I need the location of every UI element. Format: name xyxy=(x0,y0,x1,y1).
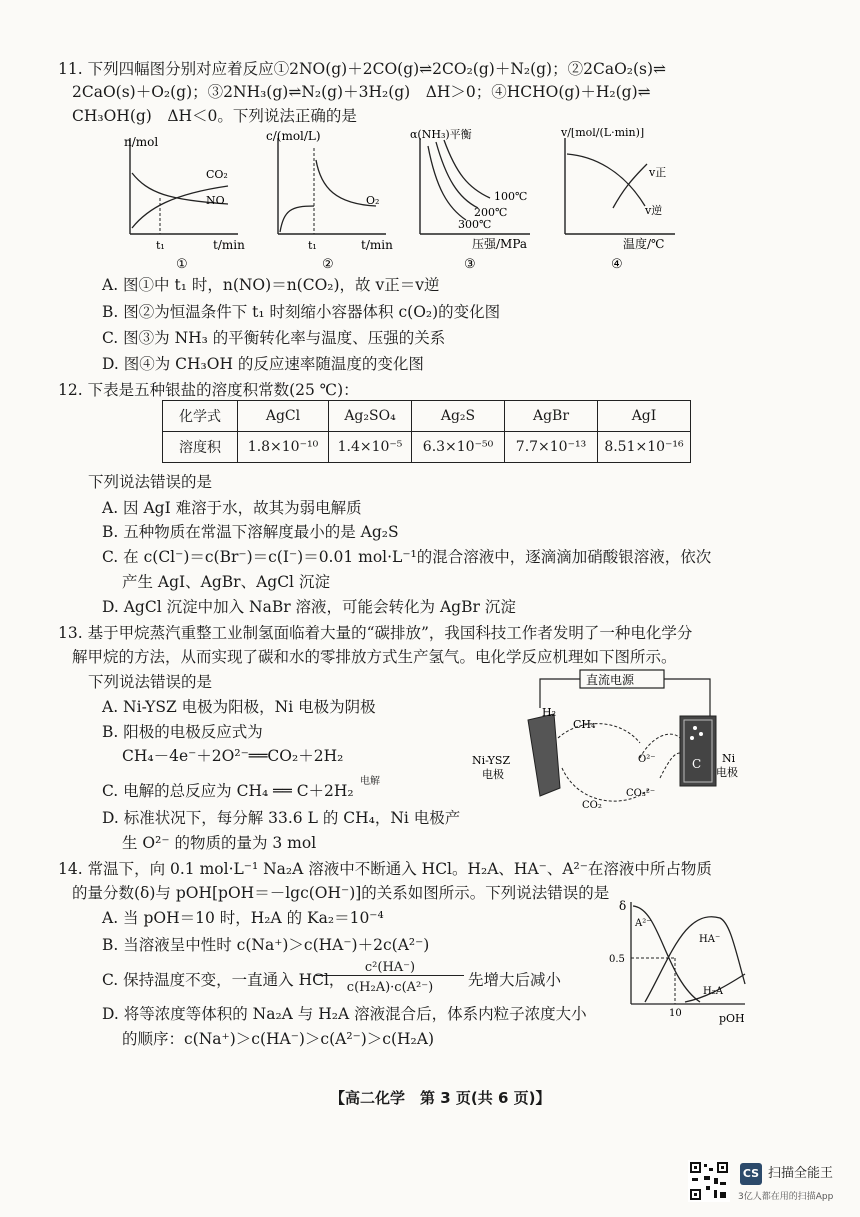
q12-ask: 下列说法错误的是 xyxy=(88,473,213,491)
g3-100: 100℃ xyxy=(494,190,528,203)
g4-vzheng: v正 xyxy=(649,166,667,179)
x-tick-label: 10 xyxy=(669,1008,682,1019)
q12-option-c-line2: 产生 AgI、AgBr、AgCl 沉淀 xyxy=(122,573,330,591)
electrolysis-diagram xyxy=(470,668,740,828)
q13-option-a: A. Ni-YSZ 电极为阳极，Ni 电极为阴极 xyxy=(102,698,376,716)
g2-o2: O₂ xyxy=(366,194,380,207)
q13-option-b-line2: CH₄－4e⁻＋2O²⁻══CO₂＋2H₂ xyxy=(122,747,344,765)
q13-option-b-line1: B. 阳极的电极反应式为 xyxy=(102,723,263,741)
left-electrode-label2: 电极 xyxy=(482,768,504,781)
g3-num: ③ xyxy=(464,257,476,272)
q11-option-c: C. 图③为 NH₃ 的平衡转化率与温度、压强的关系 xyxy=(102,329,446,347)
q12-stem: 12. 下表是五种银盐的溶度积常数(25 ℃)： xyxy=(58,381,359,399)
q13-stem-line2: 解甲烷的方法，从而实现了碳和水的零排放方式生产氢气。电化学反应机理如下图所示。 xyxy=(72,648,677,666)
ksp-cell: 溶度积 xyxy=(163,432,238,463)
q13-option-c: C. 电解的总反应为 CH₄ ══ C＋2H₂ xyxy=(102,782,354,800)
q13-ask: 下列说法错误的是 xyxy=(88,673,213,691)
ksp-header-row xyxy=(163,401,691,432)
series-h2a-label: H₂A xyxy=(703,986,723,997)
ksp-cell: 1.8×10⁻¹⁰ xyxy=(238,432,329,463)
q11-option-b: B. 图②为恒温条件下 t₁ 时刻缩小容器体积 c(O₂)的变化图 xyxy=(102,303,501,321)
q12-option-a: A. 因 AgI 难溶于水，故其为弱电解质 xyxy=(102,499,362,517)
q11-graph-4 xyxy=(560,128,675,272)
g1-ylabel: n/mol xyxy=(124,135,159,149)
ksp-header: Ag₂SO₄ xyxy=(329,401,412,432)
q12-option-b: B. 五种物质在常温下溶解度最小的是 Ag₂S xyxy=(102,523,399,541)
h2-label: H₂ xyxy=(542,706,557,719)
series-ha-label: HA⁻ xyxy=(699,934,721,945)
power-label: 直流电源 xyxy=(586,673,635,687)
q14-fraction-denominator: c(H₂A)·c(A²⁻) xyxy=(346,980,434,995)
g1-xlabel: t/min xyxy=(213,238,245,252)
y-tick-label: 0.5 xyxy=(609,954,625,965)
right-electrode-label1: Ni xyxy=(722,752,736,765)
q13-stem-line1: 13. 基于甲烷蒸汽重整工业制氢面临着大量的“碳排放”，我国科技工作者发明了一种电化学分 xyxy=(58,624,693,642)
q11-graph-2 xyxy=(266,129,393,272)
q14-stem-line2: 的量分数(δ)与 pOH[pOH＝－lgc(OH⁻)]的关系如图所示。下列说法错误的是 xyxy=(72,884,610,902)
q14-stem-line1: 14. 常温下，向 0.1 mol·L⁻¹ Na₂A 溶液中不断通入 HCl。H₂A、HA⁻、A²⁻在溶液中所占物质 xyxy=(58,860,712,878)
y-axis-label: δ xyxy=(619,899,627,913)
right-electrode-label2: 电极 xyxy=(716,766,738,779)
series-ha-line xyxy=(645,917,745,1002)
ksp-cell: 6.3×10⁻⁵⁰ xyxy=(412,432,505,463)
q11-option-d: D. 图④为 CH₃OH 的反应速率随温度的变化图 xyxy=(102,355,424,373)
ksp-table xyxy=(162,400,691,463)
q14-option-b: B. 当溶液呈中性时 c(Na⁺)＞c(HA⁻)＋2c(A²⁻) xyxy=(102,936,430,954)
q11-stem-line3: CH₃OH(g) ΔH＜0。下列说法正确的是 xyxy=(72,107,357,125)
page-footer: 【高二化学 第 3 页(共 6 页)】 xyxy=(330,1089,551,1107)
ksp-cell: 1.4×10⁻⁵ xyxy=(329,432,412,463)
x-axis-label: pOH xyxy=(719,1012,745,1025)
q12-option-c-line1: C. 在 c(Cl⁻)＝c(Br⁻)＝c(I⁻)＝0.01 mol·L⁻¹的混合溶液中，逐滴滴加硝酸银溶液，依次 xyxy=(102,548,712,566)
q14-fraction-numerator: c²(HA⁻) xyxy=(316,960,464,976)
q14-option-c-post: 先增大后减小 xyxy=(468,971,562,989)
ksp-cell: 8.51×10⁻¹⁶ xyxy=(598,432,691,463)
q11-graph-1 xyxy=(124,135,245,272)
co3-label: CO₃²⁻ xyxy=(626,788,656,799)
ksp-value-row xyxy=(163,432,691,463)
g2-xlabel: t/min xyxy=(361,238,393,252)
q13-option-d-line1: D. 标准状况下，每分解 33.6 L 的 CH₄，Ni 电极产 xyxy=(102,809,461,827)
g1-num: ① xyxy=(176,257,188,272)
ksp-header: AgBr xyxy=(505,401,598,432)
g1-tick: t₁ xyxy=(156,239,165,252)
q14-option-d-line2: 的顺序：c(Na⁺)＞c(HA⁻)＞c(A²⁻)＞c(H₂A) xyxy=(122,1030,434,1048)
ksp-header: AgCl xyxy=(238,401,329,432)
q12-option-d: D. AgCl 沉淀中加入 NaBr 溶液，可能会转化为 AgBr 沉淀 xyxy=(102,598,516,616)
qr-code-icon xyxy=(688,1160,730,1202)
series-a2-label: A²⁻ xyxy=(635,918,652,929)
ksp-header: AgI xyxy=(598,401,691,432)
scanner-logo-icon: CS xyxy=(740,1163,762,1185)
ksp-header: 化学式 xyxy=(163,401,238,432)
q11-option-a: A. 图①中 t₁ 时，n(NO)＝n(CO₂)，故 v正＝v逆 xyxy=(102,276,440,294)
g2-tick: t₁ xyxy=(308,239,317,252)
scanner-app-tagline: 3亿人都在用的扫描App xyxy=(738,1192,834,1202)
q14-option-c-pre: C. 保持温度不变，一直通入 HCl， xyxy=(102,971,345,989)
q11-stem-line2: 2CaO(s)＋O₂(g)；③2NH₃(g)⇌N₂(g)＋3H₂(g) ΔH＞0；④HCHO(g)＋H₂(g)⇌ xyxy=(72,83,651,101)
electrolysis-condition: 电解 xyxy=(360,776,380,787)
g1-no: NO xyxy=(206,194,225,207)
g3-xlabel: 压强/MPa xyxy=(472,237,528,251)
co2-label: CO₂ xyxy=(582,800,602,811)
g3-300: 300℃ xyxy=(458,218,492,231)
o2-label: O²⁻ xyxy=(638,754,656,765)
g4-ylabel: v/[mol/(L·min)] xyxy=(561,128,645,139)
c-label: C xyxy=(692,757,702,771)
g4-vni: v逆 xyxy=(645,204,663,217)
delta-poh-chart xyxy=(605,898,755,1030)
g4-xlabel: 温度/℃ xyxy=(623,237,665,251)
q11-graph-3 xyxy=(410,128,530,272)
g3-ylabel: α(NH₃)平衡 xyxy=(410,128,472,141)
g3-200: 200℃ xyxy=(474,206,508,219)
ch4-label: CH₄ xyxy=(573,718,596,731)
ksp-header: Ag₂S xyxy=(412,401,505,432)
g2-num: ② xyxy=(322,257,334,272)
q11-stem-line1: 11. 下列四幅图分别对应着反应①2NO(g)＋2CO(g)⇌2CO₂(g)＋N₂(g)；②2CaO₂(s)⇌ xyxy=(58,60,667,78)
ksp-cell: 7.7×10⁻¹³ xyxy=(505,432,598,463)
q14-option-d-line1: D. 将等浓度等体积的 Na₂A 与 H₂A 溶液混合后，体系内粒子浓度大小 xyxy=(102,1005,587,1023)
q14-option-a: A. 当 pOH＝10 时，H₂A 的 Ka₂＝10⁻⁴ xyxy=(102,909,384,927)
g2-ylabel: c/(mol/L) xyxy=(266,129,321,143)
q11-graphs xyxy=(118,128,758,273)
left-electrode-label1: Ni-YSZ xyxy=(472,754,511,767)
g4-num: ④ xyxy=(611,257,623,272)
g1-co2: CO₂ xyxy=(206,168,228,181)
q13-option-d-line2: 生 O²⁻ 的物质的量为 3 mol xyxy=(122,834,317,852)
scanner-app-name: 扫描全能王 xyxy=(768,1166,834,1181)
